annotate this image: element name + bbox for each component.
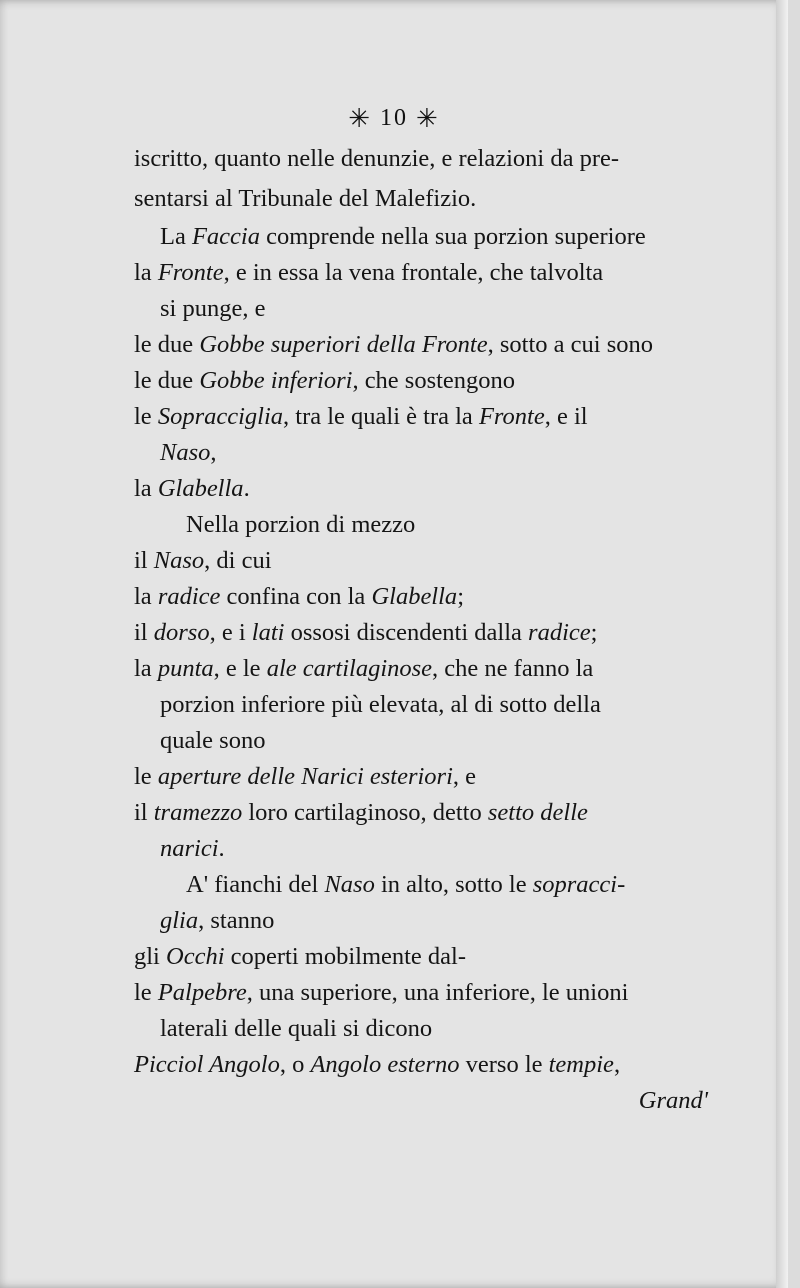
- text-run: la: [134, 655, 158, 682]
- text-run: , sotto a cui sono: [487, 331, 653, 358]
- text-run: laterali delle quali si dicono: [160, 1015, 433, 1042]
- italic-term: aperture delle Narici esteriori: [157, 763, 453, 790]
- text-run: le due: [134, 367, 200, 394]
- text-run: comprende nella sua porzion superiore: [260, 223, 646, 250]
- text-line: [134, 546, 744, 576]
- text-run: gli: [134, 943, 166, 970]
- italic-term: Sopracciglia: [157, 403, 284, 430]
- text-run: sentarsi al Tribunale del Malefizio.: [134, 185, 477, 212]
- ornament-left: ✳: [348, 104, 372, 133]
- italic-term: ale cartilaginose: [266, 655, 433, 682]
- text-line: [160, 222, 770, 252]
- italic-term: Occhi: [166, 943, 225, 970]
- italic-term: Gobbe inferiori: [199, 367, 353, 394]
- text-line: [134, 798, 744, 828]
- text-run: confina con la: [220, 583, 372, 610]
- text-run: ;: [457, 583, 464, 610]
- italic-term: radice: [157, 583, 221, 610]
- italic-term: Glabella: [157, 475, 244, 502]
- text-run: le: [134, 403, 158, 430]
- italic-term: Palpebre: [157, 979, 247, 1006]
- text-line: [134, 1050, 744, 1080]
- text-run: coperti mobilmente dal-: [224, 943, 467, 970]
- italic-term: Gobbe superiori della Fronte: [199, 331, 488, 358]
- text-line: [134, 402, 744, 432]
- text-run: , e in essa la vena frontale, che talvolta: [223, 259, 604, 286]
- text-line: [186, 510, 796, 540]
- text-line: [134, 942, 744, 972]
- text-run: ;: [590, 619, 598, 646]
- text-line: [134, 144, 744, 174]
- text-run: porzion inferiore più elevata, al di sotto della: [160, 691, 601, 718]
- italic-term: Angolo esterno: [310, 1051, 460, 1078]
- text-run: , che sostengono: [352, 367, 516, 394]
- text-run: le: [134, 979, 158, 1006]
- text-run: loro cartilaginoso, detto: [242, 799, 488, 826]
- text-run: in alto, sotto le: [374, 871, 533, 898]
- catchword: [134, 1086, 708, 1116]
- italic-term: punta: [157, 655, 214, 682]
- page-number: 10: [380, 105, 408, 131]
- italic-term: Naso: [153, 547, 205, 574]
- text-run: verso le: [459, 1051, 549, 1078]
- text-line: [160, 690, 770, 720]
- text-line: [134, 366, 744, 396]
- text-line: [134, 654, 744, 684]
- text-run: Nella porzion di mezzo: [186, 511, 416, 538]
- text-line: [134, 474, 744, 504]
- text-line: [134, 330, 744, 360]
- italic-term: Faccia: [191, 223, 260, 250]
- italic-term: Glabella: [371, 583, 458, 610]
- text-line: [186, 870, 796, 900]
- text-run: la: [134, 475, 158, 502]
- text-run: , e i: [209, 619, 252, 646]
- text-run: quale sono: [160, 727, 266, 754]
- text-run: .: [243, 475, 250, 502]
- text-run: , tra le quali è tra la: [283, 403, 479, 430]
- italic-term: Naso: [324, 871, 375, 898]
- text-run: ,: [210, 439, 217, 466]
- italic-term: narici: [160, 835, 219, 862]
- text-line: [160, 726, 770, 756]
- italic-term: radice: [528, 619, 591, 646]
- page-header: [0, 104, 788, 134]
- text-run: le: [134, 763, 158, 790]
- text-line: [134, 762, 744, 792]
- text-line: [160, 294, 770, 324]
- text-run: La: [160, 223, 192, 250]
- text-run: A' fianchi del: [186, 871, 325, 898]
- italic-term: glia: [160, 907, 199, 934]
- text-run: .: [218, 835, 225, 862]
- text-run: , e: [452, 763, 477, 790]
- italic-term: setto delle: [487, 799, 588, 826]
- italic-term: tempie: [548, 1051, 614, 1078]
- ornament-right: ✳: [416, 104, 440, 133]
- text-run: si punge, e: [160, 295, 266, 322]
- text-run: la: [134, 259, 158, 286]
- italic-term: Fronte: [478, 403, 545, 430]
- text-line: [134, 582, 744, 612]
- text-run: , che ne fanno la: [432, 655, 594, 682]
- italic-term: lati: [251, 619, 285, 646]
- text-line: [160, 1014, 770, 1044]
- italic-term: Naso: [160, 439, 211, 466]
- italic-term: Picciol Angolo: [134, 1051, 280, 1078]
- text-run: , stanno: [198, 907, 275, 934]
- text-run: le due: [134, 331, 200, 358]
- italic-term: dorso: [153, 619, 210, 646]
- text-line: [160, 438, 770, 468]
- text-run: , e il: [544, 403, 588, 430]
- text-run: il: [134, 799, 154, 826]
- text-run: la: [134, 583, 158, 610]
- text-run: , e le: [213, 655, 267, 682]
- text-run: il: [134, 619, 154, 646]
- text-line: [160, 834, 770, 864]
- italic-term: sopracci-: [532, 871, 626, 898]
- page-edge: [776, 0, 788, 1288]
- text-run: ossosi discendenti dalla: [284, 619, 529, 646]
- text-run: , o: [279, 1051, 311, 1078]
- italic-term: Fronte: [157, 259, 224, 286]
- text-line: [160, 906, 770, 936]
- text-line: [134, 618, 744, 648]
- text-run: il: [134, 547, 154, 574]
- italic-term: tramezzo: [153, 799, 243, 826]
- text-run: , di cui: [204, 547, 272, 574]
- italic-term: Grand': [638, 1087, 708, 1114]
- text-line: [134, 978, 744, 1008]
- text-run: iscritto, quanto nelle denunzie, e relazioni da pre-: [134, 145, 620, 172]
- text-run: ,: [613, 1051, 621, 1078]
- text-line: [134, 258, 744, 288]
- text-line: [134, 184, 744, 214]
- text-run: , una superiore, una inferiore, le unioni: [246, 979, 629, 1006]
